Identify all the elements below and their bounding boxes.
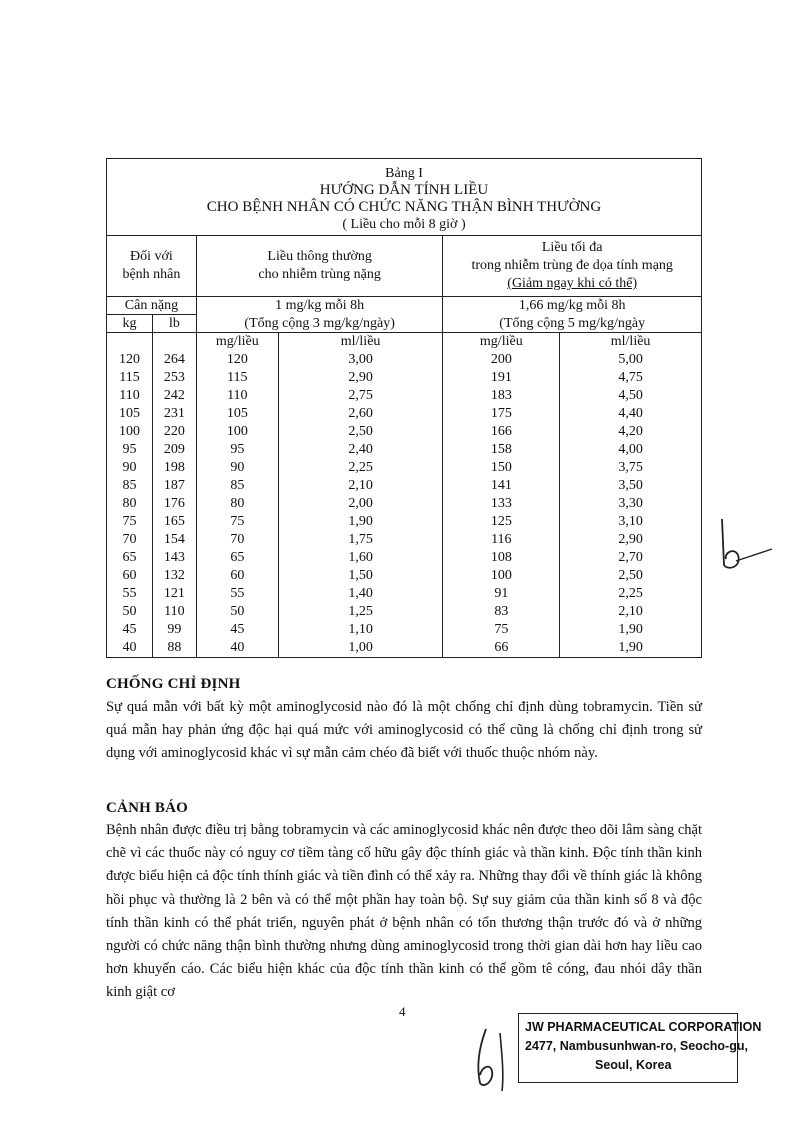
row-max-mg: 191	[443, 369, 560, 387]
table-body	[107, 351, 702, 658]
row-normal-ml: 2,90	[278, 369, 443, 387]
row-lb: 88	[152, 639, 196, 658]
unit-ml-max: ml/liều	[560, 333, 702, 351]
table-row	[107, 351, 702, 369]
row-normal-mg: 105	[196, 405, 278, 423]
row-normal-ml: 2,25	[278, 459, 443, 477]
row-kg: 95	[107, 441, 153, 459]
unit-mg-normal: mg/liều	[196, 333, 278, 351]
row-normal-mg: 90	[196, 459, 278, 477]
row-normal-ml: 2,00	[278, 495, 443, 513]
row-lb: 264	[152, 351, 196, 369]
row-kg: 50	[107, 603, 153, 621]
row-lb: 99	[152, 621, 196, 639]
row-normal-mg: 115	[196, 369, 278, 387]
table-row	[107, 477, 702, 495]
row-max-ml: 4,00	[560, 441, 702, 459]
company-stamp	[518, 1013, 762, 1083]
row-max-mg: 150	[443, 459, 560, 477]
warning-title: CẢNH BÁO	[106, 800, 189, 816]
row-max-mg: 83	[443, 603, 560, 621]
row-normal-mg: 80	[196, 495, 278, 513]
row-max-mg: 183	[443, 387, 560, 405]
signature-mark	[470, 1025, 510, 1095]
table-row	[107, 387, 702, 405]
row-normal-mg: 60	[196, 567, 278, 585]
table-row	[107, 603, 702, 621]
row-max-mg: 141	[443, 477, 560, 495]
row-max-mg: 125	[443, 513, 560, 531]
row-max-mg: 175	[443, 405, 560, 423]
table-row	[107, 639, 702, 658]
row-max-mg: 158	[443, 441, 560, 459]
row-normal-ml: 1,60	[278, 549, 443, 567]
row-kg: 70	[107, 531, 153, 549]
row-max-ml: 4,75	[560, 369, 702, 387]
row-lb: 176	[152, 495, 196, 513]
row-kg: 75	[107, 513, 153, 531]
row-max-mg: 91	[443, 585, 560, 603]
row-kg: 55	[107, 585, 153, 603]
row-normal-ml: 1,90	[278, 513, 443, 531]
row-max-ml: 3,10	[560, 513, 702, 531]
table-caption	[107, 159, 702, 236]
row-max-mg: 66	[443, 639, 560, 658]
row-normal-ml: 1,75	[278, 531, 443, 549]
caption-line: HƯỚNG DẪN TÍNH LIỀU	[319, 182, 489, 198]
row-normal-mg: 40	[196, 639, 278, 658]
row-normal-ml: 2,50	[278, 423, 443, 441]
row-max-mg: 200	[443, 351, 560, 369]
row-lb: 220	[152, 423, 196, 441]
row-max-mg: 133	[443, 495, 560, 513]
patient-header: Đối với bệnh nhân	[107, 236, 197, 297]
stamp-line: 2477, Nambusunhwan-ro, Seocho-gu,	[525, 1039, 748, 1053]
row-max-ml: 3,30	[560, 495, 702, 513]
row-normal-ml: 1,50	[278, 567, 443, 585]
stamp-line: JW PHARMACEUTICAL CORPORATION	[525, 1020, 762, 1034]
table-row	[107, 441, 702, 459]
row-kg: 65	[107, 549, 153, 567]
row-normal-mg: 45	[196, 621, 278, 639]
row-kg: 120	[107, 351, 153, 369]
max-dose-total: (Tổng cộng 5 mg/kg/ngày	[443, 315, 702, 333]
row-max-ml: 3,75	[560, 459, 702, 477]
caption-line: CHO BỆNH NHÂN CÓ CHỨC NĂNG THẬN BÌNH THƯỜNG	[206, 199, 602, 215]
row-kg: 85	[107, 477, 153, 495]
caption-line: Bảng I	[385, 166, 423, 181]
row-normal-mg: 75	[196, 513, 278, 531]
max-dose-header: Liều tối đa trong nhiễm trùng đe dọa tính mạng (Giảm ngay khi có thể)	[443, 236, 702, 297]
row-lb: 110	[152, 603, 196, 621]
table-row	[107, 513, 702, 531]
row-normal-ml: 1,40	[278, 585, 443, 603]
row-normal-mg: 100	[196, 423, 278, 441]
row-kg: 60	[107, 567, 153, 585]
row-kg: 40	[107, 639, 153, 658]
unit-mg-max: mg/liều	[443, 333, 560, 351]
row-normal-mg: 95	[196, 441, 278, 459]
row-normal-mg: 70	[196, 531, 278, 549]
row-lb: 209	[152, 441, 196, 459]
row-lb: 132	[152, 567, 196, 585]
kg-label: kg	[107, 315, 153, 333]
row-max-ml: 2,25	[560, 585, 702, 603]
row-normal-mg: 85	[196, 477, 278, 495]
row-normal-mg: 65	[196, 549, 278, 567]
dosage-table	[106, 158, 702, 658]
row-kg: 45	[107, 621, 153, 639]
weight-label: Cân nặng	[107, 297, 197, 315]
row-kg: 115	[107, 369, 153, 387]
table-row	[107, 621, 702, 639]
page-number: 4	[399, 1004, 406, 1019]
row-kg: 80	[107, 495, 153, 513]
row-normal-ml: 2,10	[278, 477, 443, 495]
row-max-ml: 5,00	[560, 351, 702, 369]
lb-label: lb	[152, 315, 196, 333]
row-kg: 110	[107, 387, 153, 405]
row-normal-ml: 2,40	[278, 441, 443, 459]
row-normal-ml: 1,00	[278, 639, 443, 658]
row-max-ml: 4,50	[560, 387, 702, 405]
stamp-line: Seoul, Korea	[595, 1058, 672, 1072]
row-lb: 165	[152, 513, 196, 531]
row-kg: 100	[107, 423, 153, 441]
row-lb: 121	[152, 585, 196, 603]
row-max-mg: 166	[443, 423, 560, 441]
max-dose-rate: 1,66 mg/kg mỗi 8h	[443, 297, 702, 315]
table-row	[107, 369, 702, 387]
table-row	[107, 549, 702, 567]
row-lb: 242	[152, 387, 196, 405]
table-row	[107, 531, 702, 549]
row-max-ml: 3,50	[560, 477, 702, 495]
row-max-ml: 2,70	[560, 549, 702, 567]
warning-paragraph: Bệnh nhân được điều trị bằng tobramycin và các aminoglycosid khác nên được theo dõi lâm sàng chặt chẽ vì các thuốc này có nguy cơ tiềm tàng cố hữu gây độc thính giác và thần kinh. Độc tính thần kinh được biểu hiện cả độc tính thính giác và tiền đình có thể xảy ra. Những thay đổi về thính giác là không hồi phục và thường là 2 bên và có thể một phần hay toàn bộ. Sự suy giảm của thần kinh số 8 và độc tính thần kinh có thể phát triển, nguyên phát ở bệnh nhân có tổn thương thận trước đó và ở những người có chức năng thận bình thường nhưng dùng aminoglycosid trong thời gian dài hơn hay liều cao hơn khuyến cáo. Các biểu hiện khác của độc tính thần kinh có thể gồm tê cóng, đau nhói dây thần kinh giật cơ	[106, 822, 702, 1001]
row-max-ml: 4,40	[560, 405, 702, 423]
row-lb: 187	[152, 477, 196, 495]
row-lb: 154	[152, 531, 196, 549]
normal-dose-total: (Tổng cộng 3 mg/kg/ngày)	[196, 315, 443, 333]
row-max-ml: 1,90	[560, 621, 702, 639]
row-max-ml: 2,90	[560, 531, 702, 549]
normal-dose-header: Liều thông thường cho nhiễm trùng nặng	[196, 236, 443, 297]
normal-dose-rate: 1 mg/kg mỗi 8h	[196, 297, 443, 315]
caption-line: ( Liều cho mỗi 8 giờ )	[342, 217, 466, 232]
row-normal-ml: 2,75	[278, 387, 443, 405]
row-normal-ml: 3,00	[278, 351, 443, 369]
row-max-mg: 100	[443, 567, 560, 585]
table-row	[107, 459, 702, 477]
table-row	[107, 585, 702, 603]
row-normal-mg: 50	[196, 603, 278, 621]
row-lb: 198	[152, 459, 196, 477]
row-normal-ml: 1,25	[278, 603, 443, 621]
row-normal-mg: 55	[196, 585, 278, 603]
row-max-ml: 4,20	[560, 423, 702, 441]
contraindication-paragraph: Sự quá mẫn với bất kỳ một aminoglycosid nào đó là một chống chỉ định dùng tobramycin. Tiền sử quá mẫn hay phản ứng độc hại quá mức với aminoglycosid có thể cũng là chống chỉ định trong sử dụng với aminoglycosid khác vì sự mẫn cảm chéo đã biết với thuốc thuộc nhóm này.	[106, 699, 702, 762]
row-max-ml: 2,10	[560, 603, 702, 621]
row-kg: 90	[107, 459, 153, 477]
row-lb: 253	[152, 369, 196, 387]
table-row	[107, 405, 702, 423]
row-lb: 231	[152, 405, 196, 423]
contraindication-title: CHỐNG CHỈ ĐỊNH	[106, 676, 241, 692]
row-max-ml: 2,50	[560, 567, 702, 585]
row-normal-mg: 110	[196, 387, 278, 405]
row-max-mg: 116	[443, 531, 560, 549]
row-max-mg: 108	[443, 549, 560, 567]
margin-initials-mark	[716, 515, 776, 575]
table-row	[107, 495, 702, 513]
table-row	[107, 423, 702, 441]
row-lb: 143	[152, 549, 196, 567]
unit-ml-normal: ml/liều	[278, 333, 443, 351]
row-max-ml: 1,90	[560, 639, 702, 658]
row-kg: 105	[107, 405, 153, 423]
row-normal-ml: 1,10	[278, 621, 443, 639]
row-normal-mg: 120	[196, 351, 278, 369]
row-max-mg: 75	[443, 621, 560, 639]
row-normal-ml: 2,60	[278, 405, 443, 423]
table-row	[107, 567, 702, 585]
